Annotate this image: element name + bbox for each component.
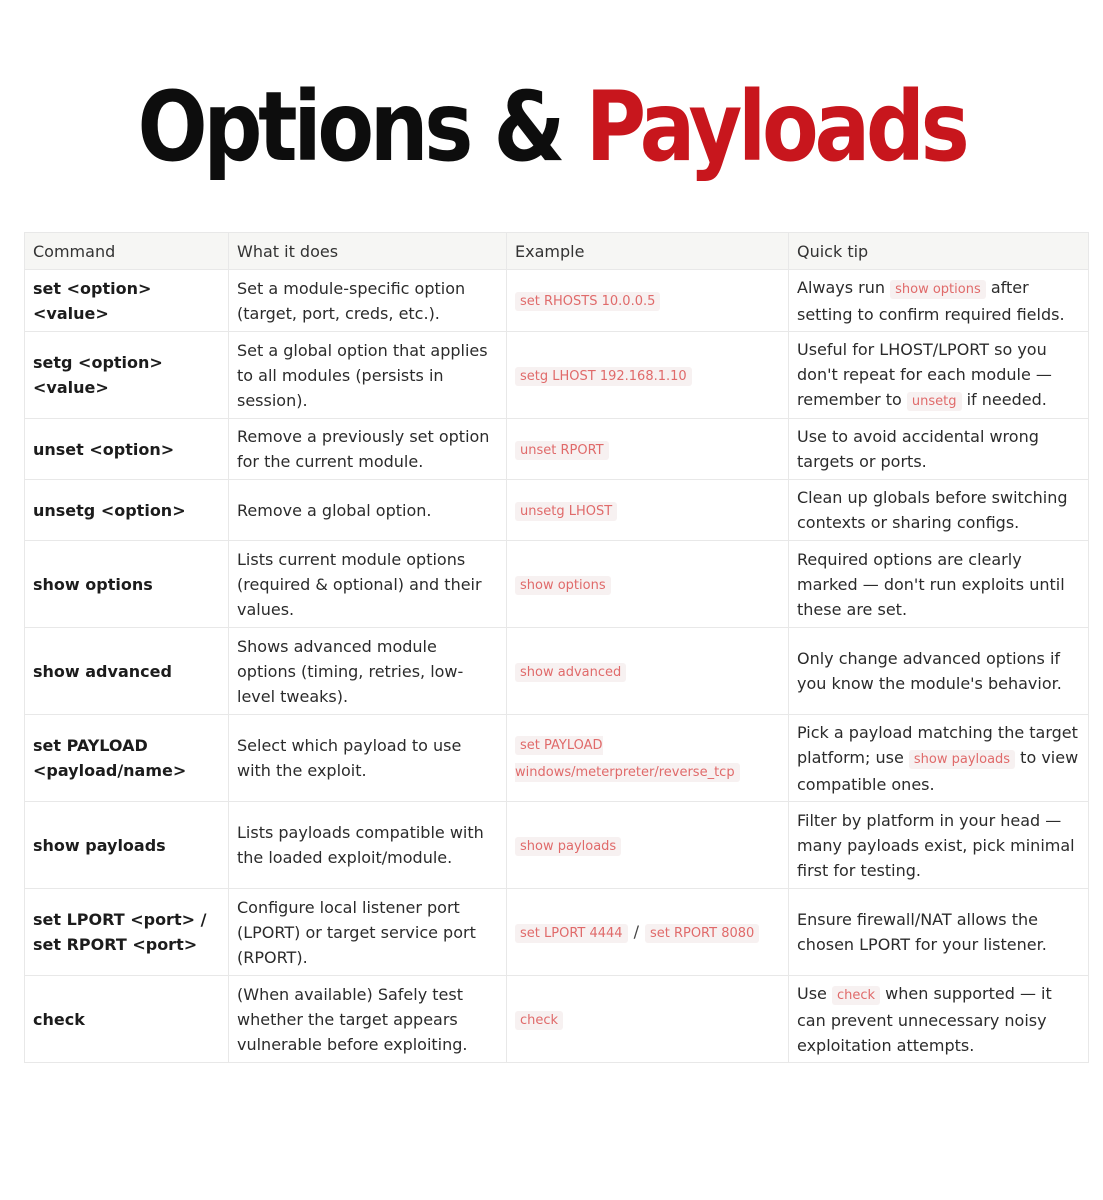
example-code: unset RPORT: [515, 441, 609, 460]
example-cell: [507, 332, 789, 419]
example-code: show options: [515, 576, 611, 595]
tip-cell: Ensure firewall/NAT allows the chosen LPORT for your listener.: [789, 889, 1089, 976]
tip-cell: [789, 715, 1089, 802]
tip-text: if needed.: [966, 389, 1047, 409]
example-cell: [507, 715, 789, 802]
table-header-row: [25, 233, 1089, 270]
tip-text: Always run: [797, 277, 886, 297]
table-row: [25, 270, 1089, 332]
command-cell: show advanced: [25, 628, 229, 715]
example-code: check: [515, 1011, 563, 1030]
tip-text: to view compatible ones.: [797, 747, 1079, 794]
description-cell: Configure local listener port (LPORT) or target service port (RPORT).: [229, 889, 507, 976]
table-row: [25, 541, 1089, 628]
title-part-2: Payloads: [585, 71, 966, 183]
example-code: show advanced: [515, 663, 626, 682]
tip-cell: Use to avoid accidental wrong targets or ports.: [789, 419, 1089, 480]
example-cell: [507, 270, 789, 332]
page-title: [77, 70, 1026, 185]
header-command: Command: [25, 233, 229, 270]
description-cell: Lists payloads compatible with the loaded exploit/module.: [229, 802, 507, 889]
table-row: [25, 628, 1089, 715]
example-separator: /: [633, 921, 639, 941]
description-cell: Lists current module options (required & optional) and their values.: [229, 541, 507, 628]
example-cell: [507, 976, 789, 1063]
tip-cell: Filter by platform in your head — many payloads exist, pick minimal first for testing.: [789, 802, 1089, 889]
example-code: setg LHOST 192.168.1.10: [515, 367, 692, 386]
command-line-1: set LPORT <port> /: [33, 910, 207, 929]
command-cell: unset <option>: [25, 419, 229, 480]
description-cell: Remove a global option.: [229, 480, 507, 541]
example-code: set RHOSTS 10.0.0.5: [515, 292, 660, 311]
tip-code: show options: [890, 280, 986, 299]
table-row: [25, 419, 1089, 480]
command-cell: check: [25, 976, 229, 1063]
command-cell: setg <option> <value>: [25, 332, 229, 419]
tip-text: Pick a payload matching the target platform; use: [797, 722, 1078, 767]
example-code: set LPORT 4444: [515, 924, 628, 943]
options-table: [24, 232, 1089, 1063]
tip-cell: Only change advanced options if you know the module's behavior.: [789, 628, 1089, 715]
command-cell: show payloads: [25, 802, 229, 889]
command-cell: unsetg <option>: [25, 480, 229, 541]
example-code: unsetg LHOST: [515, 502, 617, 521]
description-cell: Set a module-specific option (target, port, creds, etc.).: [229, 270, 507, 332]
example-cell: [507, 480, 789, 541]
tip-text: Use: [797, 983, 827, 1003]
example-code: show payloads: [515, 837, 621, 856]
description-cell: Select which payload to use with the exploit.: [229, 715, 507, 802]
tip-code: unsetg: [907, 392, 962, 411]
title-part-1: Options &: [137, 71, 562, 183]
command-cell: [25, 889, 229, 976]
tip-text: when supported — it can prevent unnecessary noisy exploitation attempts.: [797, 983, 1052, 1055]
tip-cell: Required options are clearly marked — don't run exploits until these are set.: [789, 541, 1089, 628]
tip-cell: [789, 332, 1089, 419]
command-cell: set PAYLOAD <payload/name>: [25, 715, 229, 802]
tip-code: check: [832, 986, 880, 1005]
table-row: [25, 480, 1089, 541]
tip-cell: [789, 976, 1089, 1063]
tip-cell: [789, 270, 1089, 332]
table-row: [25, 976, 1089, 1063]
table-row: [25, 332, 1089, 419]
command-cell: set <option> <value>: [25, 270, 229, 332]
tip-code: show payloads: [909, 750, 1015, 769]
header-example: Example: [507, 233, 789, 270]
example-code: set PAYLOAD windows/meterpreter/reverse_tcp: [515, 736, 740, 782]
table-row: [25, 802, 1089, 889]
tip-cell: Clean up globals before switching contexts or sharing configs.: [789, 480, 1089, 541]
example-cell: [507, 628, 789, 715]
example-cell: [507, 802, 789, 889]
command-cell: show options: [25, 541, 229, 628]
example-cell: [507, 889, 789, 976]
description-cell: Shows advanced module options (timing, retries, low-level tweaks).: [229, 628, 507, 715]
table-row: [25, 715, 1089, 802]
example-cell: [507, 419, 789, 480]
description-cell: Remove a previously set option for the current module.: [229, 419, 507, 480]
header-what-it-does: What it does: [229, 233, 507, 270]
description-cell: Set a global option that applies to all modules (persists in session).: [229, 332, 507, 419]
description-cell: (When available) Safely test whether the target appears vulnerable before exploiting.: [229, 976, 507, 1063]
tip-text: after setting to confirm required fields.: [797, 277, 1065, 324]
example-code: set RPORT 8080: [645, 924, 759, 943]
header-quick-tip: Quick tip: [789, 233, 1089, 270]
tip-text: Useful for LHOST/LPORT so you don't repeat for each module — remember to: [797, 339, 1052, 409]
table-row: [25, 889, 1089, 976]
command-line-2: set RPORT <port>: [33, 935, 198, 954]
example-cell: [507, 541, 789, 628]
